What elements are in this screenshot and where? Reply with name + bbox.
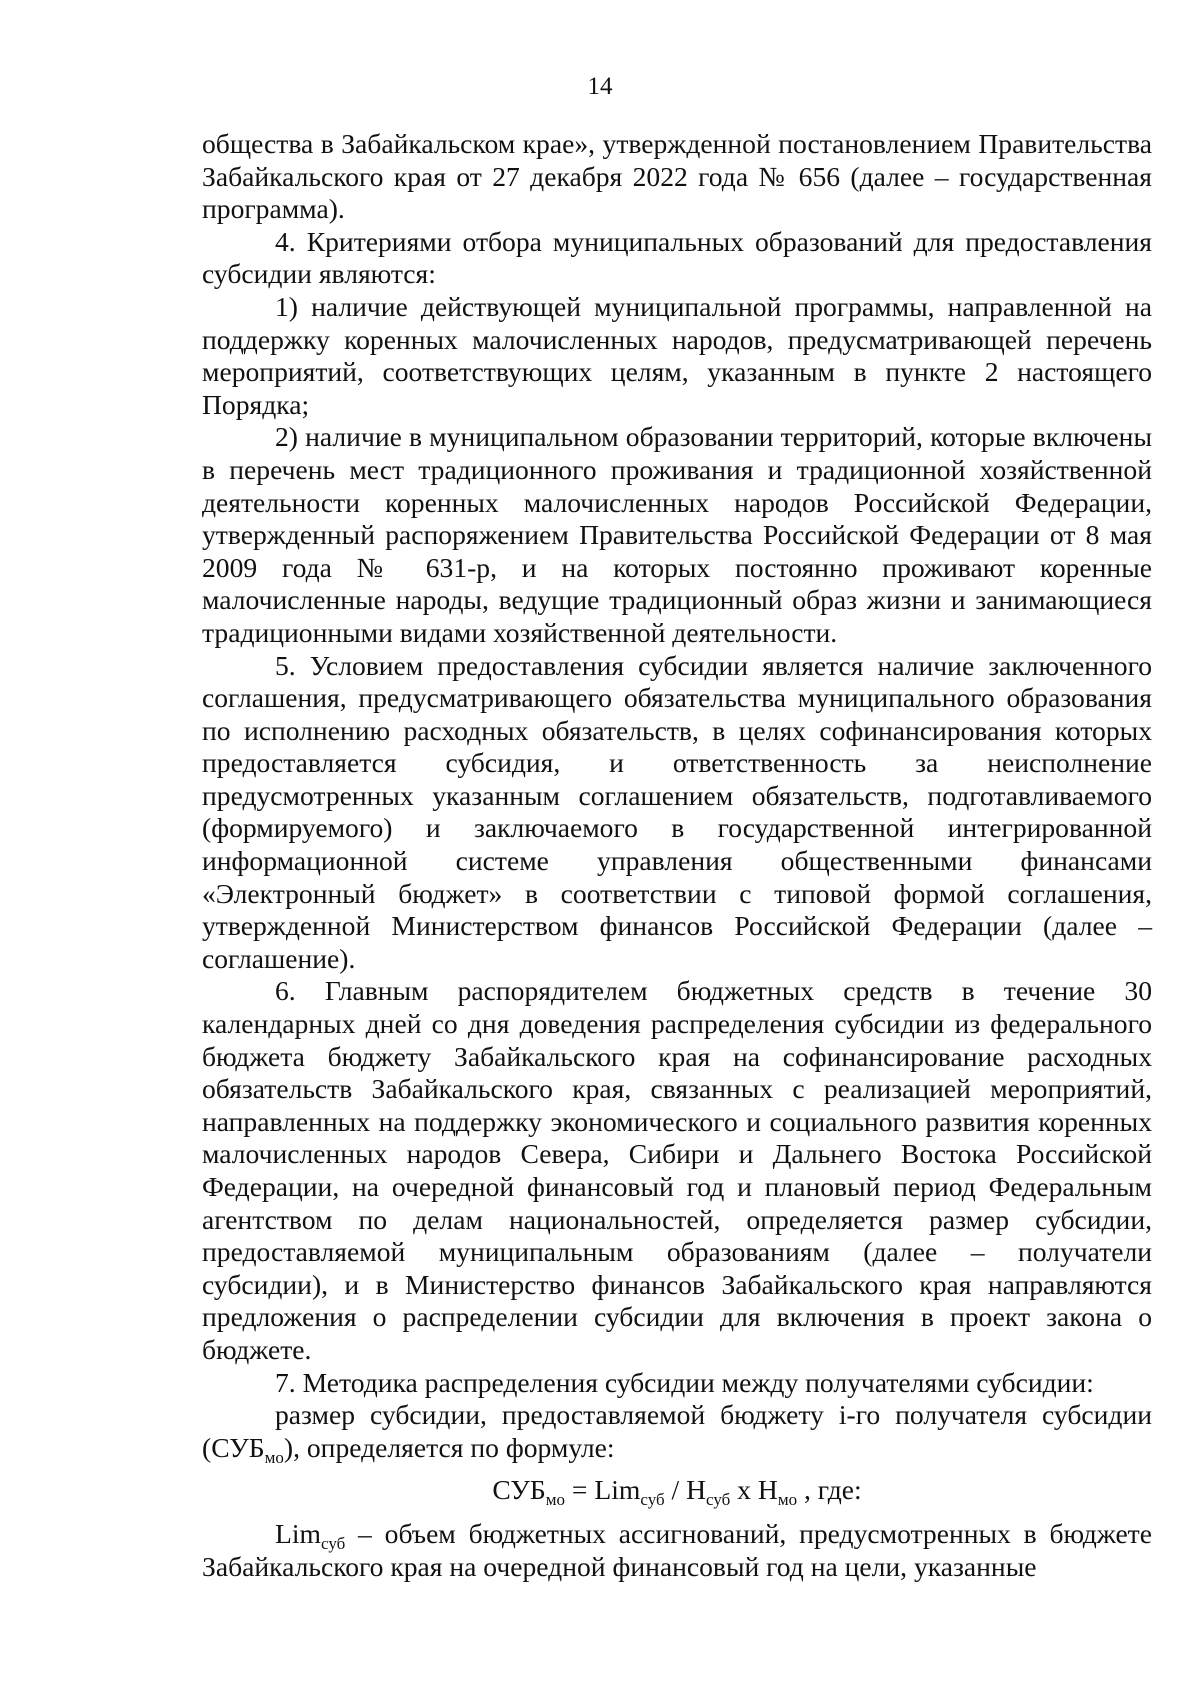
definition-sub: суб (321, 1534, 346, 1554)
paragraph-main-manager: 6. Главным распорядителем бюджетных средств в течение 30 календарных дней со дня доведения распределения субсидии из федерального бюджета бюджету Забайкальского края на софинансирование расходных обязательств Забайкальского края, связанных с реализацией мероприятий, направленных на поддержку экономического и социального развития коренных малочисленных народов Севера, Сибири и Дальнего Востока Российской Федерации, на очередной финансовый год и плановый период Федеральным агентством по делам национальностей, определяется размер субсидии, предоставляемой муниципальным образованиям (далее – получатели субсидии), и в Министерство финансов Забайкальского края направляются предложения о распределении субсидии для включения в проект закона о бюджете. (202, 975, 1152, 1365)
paragraph-intro: общества в Забайкальском крае», утвержденной постановлением Правительства Забайкальского края от 27 декабря 2022 года № 656 (далее – государственная программа). (202, 128, 1152, 225)
paragraph-criterion-1: 1) наличие действующей муниципальной программы, направленной на поддержку коренных малочисленных народов, предусматривающей перечень мероприятий, соответствующих целям, указанным в пункте 2 настоящего Порядка; (202, 290, 1152, 420)
paragraph-methodology: 7. Методика распределения субсидии между получателями субсидии: (275, 1366, 1094, 1398)
formula-part-4: х Н (730, 1474, 778, 1506)
formula-intro-sub: мо (264, 1447, 284, 1467)
formula-intro-end: ), определяется по формуле: (283, 1431, 615, 1463)
formula-intro-start: размер субсидии, предоставляемой бюджету i-го получателя субсидии (СУБ (202, 1399, 1152, 1463)
document-body (202, 128, 1152, 1584)
paragraph-criteria: 4. Критериями отбора муниципальных образований для предоставления субсидии являются: (202, 225, 1152, 290)
paragraph-condition: 5. Условием предоставления субсидии является наличие заключенного соглашения, предусматривающего обязательства муниципального образования по исполнению расходных обязательств, в целях софинансирования которых предоставляется субсидия, и ответственность за неисполнение предусмотренных указанным соглашением обязательств, подготавливаемого (формируемого) и заключаемого в государственной интегрированной информационной системе управления общественными финансами «Электронный бюджет» в соответствии с типовой формой соглашения, утвержденной Министерством финансов Российской Федерации (далее – соглашение). (202, 649, 1152, 974)
paragraph-formula-intro (202, 1399, 1152, 1467)
definition-term: Lim (275, 1518, 321, 1550)
formula-sub-4: мо (777, 1490, 798, 1510)
paragraph-definition (202, 1518, 1152, 1583)
definition-text: – объем бюджетных ассигнований, предусмотренных в бюджете Забайкальского края на очередной финансовый год на цели, указанные (202, 1518, 1152, 1582)
formula-part-1: СУБ (492, 1474, 546, 1506)
formula-sub-3: суб (706, 1490, 731, 1510)
formula-sub-2: суб (640, 1490, 665, 1510)
formula (202, 1470, 1152, 1510)
paragraph-criterion-2: 2) наличие в муниципальном образовании территорий, которые включены в перечень мест традиционного проживания и традиционной хозяйственной деятельности коренных малочисленных народов Российской Федерации, утвержденный распоряжением Правительства Российской Федерации от 8 мая 2009 года № 631-р, и на которых постоянно проживают коренные малочисленные народы, ведущие традиционный образ жизни и занимающиеся традиционными видами хозяйственной деятельности. (202, 421, 1152, 648)
formula-sub-1: мо (545, 1490, 566, 1510)
formula-part-3: / Н (664, 1474, 707, 1506)
page-number: 14 (587, 73, 613, 100)
formula-part-5: , где: (797, 1474, 862, 1506)
formula-part-2: = Lim (565, 1474, 641, 1506)
